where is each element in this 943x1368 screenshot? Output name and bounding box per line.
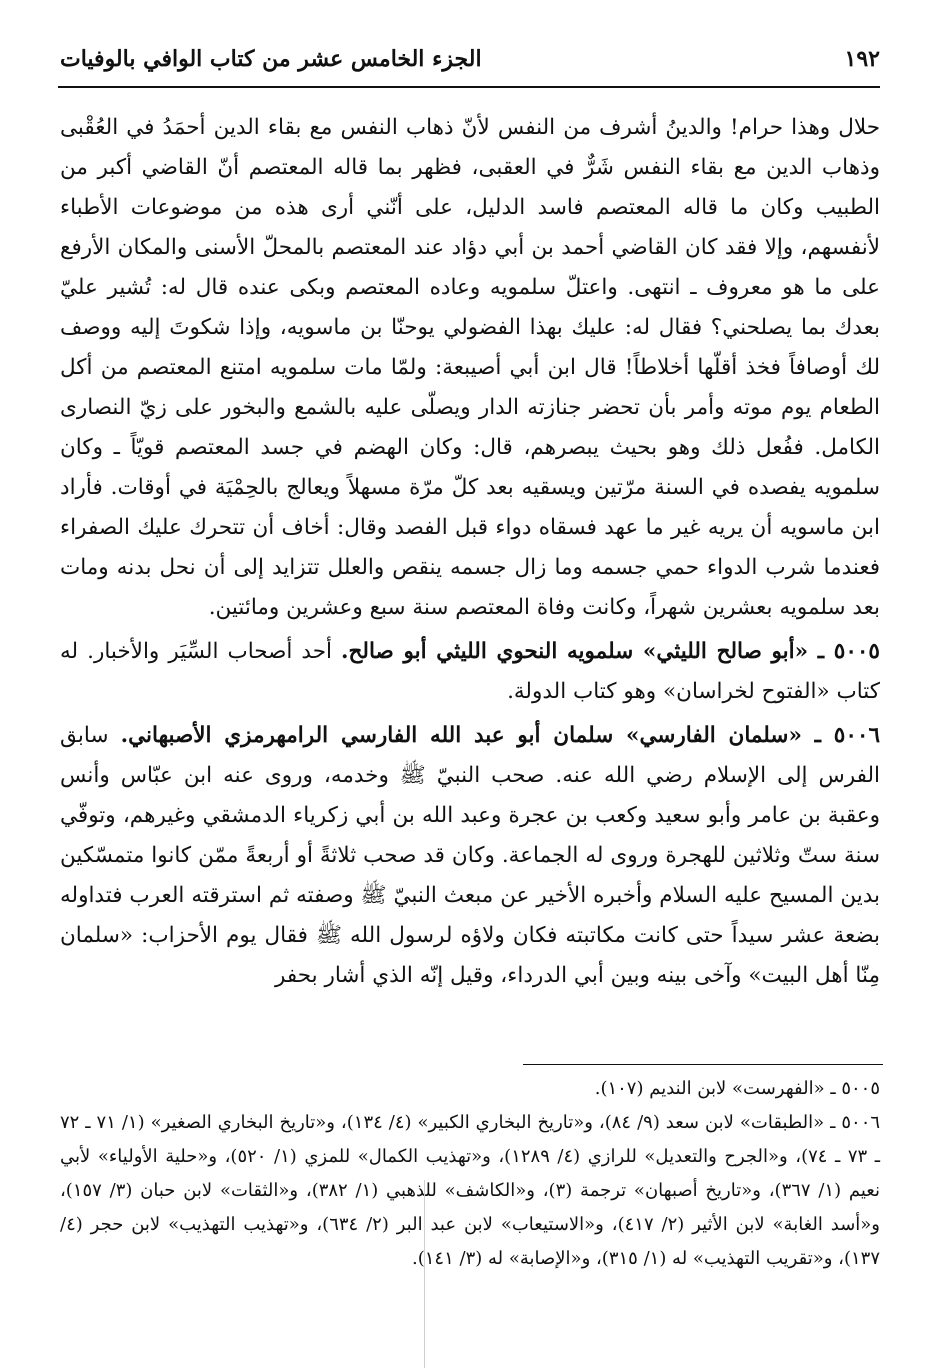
- running-header: [60, 40, 880, 78]
- running-title: الجزء الخامس عشر من كتاب الوافي بالوفيات: [60, 46, 482, 72]
- entry-5006: [60, 716, 880, 996]
- entry-5005-heading: ٥٠٠٥ ـ «أبو صالح الليثي» سلمويه النحوي الليثي أبو صالح.: [341, 639, 880, 664]
- entry-5006-text: سابق الفرس إلى الإسلام رضي الله عنه. صحب النبيّ ﷺ وخدمه، وروى عنه ابن عبّاس وأنس وعقبة بن عامر وأبو سعيد وكعب بن عجرة وعبد الله بن أبي زكرياء الدمشقي وغيرهم، وتوفّي سنة ستّ وثلاثين للهجرة وروى له الجماعة. وكان قد صحب ثلاثةً أو أربعةً ممّن كانوا متمسّكين بدين المسيح عليه السلام وأخبره الأخير عن مبعث النبيّ ﷺ وصفته ثم استرقته العرب فتداوله بضعة عشر سيداً حتى كانت مكاتبته فكان ولاؤه لرسول الله ﷺ فقال يوم الأحزاب: «سلمان مِنّا أهل البيت» وآخى بينه وبين أبي الدرداء، وقيل إنّه الذي أشار بحفر: [60, 723, 880, 988]
- main-text: [60, 108, 880, 996]
- entry-5006-heading: ٥٠٠٦ ـ «سلمان الفارسي» سلمان أبو عبد الله الفارسي الرامهرمزي الأصبهاني.: [120, 723, 880, 748]
- footnote-5006: ٥٠٠٦ ـ «الطبقات» لابن سعد (٩/ ٨٤)، و«تاريخ البخاري الكبير» (٤/ ١٣٤)، و«تاريخ البخاري الصغير» (١/ ٧١ ـ ٧٢ ـ ٧٣ ـ ٧٤)، و«الجرح والتعديل» للرازي (٤/ ١٢٨٩)، و«تهذيب الكمال» للمزي (١/ ٥٢٠)، و«حلية الأولياء» لأبي نعيم (١/ ٣٦٧)، و«تاريخ أصبهان» ترجمة (٣)، و«الكاشف» للذهبي (١/ ٣٨٢)، و«الثقات» لابن حبان (٣/ ١٥٧)، و«أسد الغابة» لابن الأثير (٢/ ٤١٧)، و«الاستيعاب» لابن عبد البر (٢/ ٦٣٤)، و«تهذيب التهذيب» لابن حجر (٤/ ١٣٧)، و«تقريب التهذيب» له (١/ ٣١٥)، و«الإصابة» له (٣/ ١٤١).: [60, 1112, 881, 1269]
- page-number: ١٩٢: [844, 46, 880, 72]
- paragraph-continuation: حلال وهذا حرام! والدينُ أشرف من النفس لأنّ ذهاب النفس مع بقاء الدين أحمَدُ في العُقْبى وذهاب الدين مع بقاء النفس شَرٌّ في العقبى، فظهر بما قاله المعتصم أنّ القاضي أكبر من الطبيب وكان ما قاله المعتصم فاسد الدليل، على أنّني أرى هذه من موضوعات الأطباء لأنفسهم، وإلا فقد كان القاضي أحمد بن أبي دؤاد عند المعتصم بالمحلّ الأسنى والمكان الأرفع على ما هو معروف ـ انتهى. واعتلّ سلمويه وعاده المعتصم وبكى عنده قال له: تُشير عليّ بعدك بما يصلحني؟ فقال له: عليك بهذا الفضولي يوحنّا بن ماسويه، وإذا شكوتَ إليه ووصف لك أوصافاً فخذ أقلّها أخلاطاً! قال ابن أبي أصيبعة: ولمّا مات سلمويه امتنع المعتصم من أكل الطعام يوم موته وأمر بأن تحضر جنازته الدار ويصلّى عليه بالشمع والبخور على زيّ النصارى الكامل. ففُعل ذلك وهو بحيث يبصرهم، قال: وكان الهضم في جسد المعتصم قويّاً ـ وكان سلمويه يفصده في السنة مرّتين ويسقيه بعد كلّ مرّة مسهلاً ويعالج بالحِمْيَة في أوقات. فأراد ابن ماسويه أن يريه غير ما عهد فسقاه دواء قبل الفصد وقال: أخاف أن تتحرك عليك الصفراء فعندما شرب الدواء حمي جسمه وما زال جسمه ينقص والعلل تتزايد إلى أن نحل بدنه ومات بعد سلمويه بعشرين شهراً، وكانت وفاة المعتصم سنة سبع وعشرين ومائتين.: [60, 115, 880, 620]
- scan-artifact-line: [424, 1180, 425, 1368]
- header-rule: [58, 86, 880, 88]
- footnote-separator: [523, 1064, 883, 1065]
- footnotes: [60, 1072, 880, 1276]
- entry-5005-text: أحد أصحاب السِّيَر والأخبار. له كتاب «الفتوح لخراسان» وهو كتاب الدولة.: [60, 639, 880, 704]
- entry-5005: [60, 632, 880, 712]
- footnote-5005: ٥٠٠٥ ـ «الفهرست» لابن النديم (١٠٧).: [594, 1078, 880, 1099]
